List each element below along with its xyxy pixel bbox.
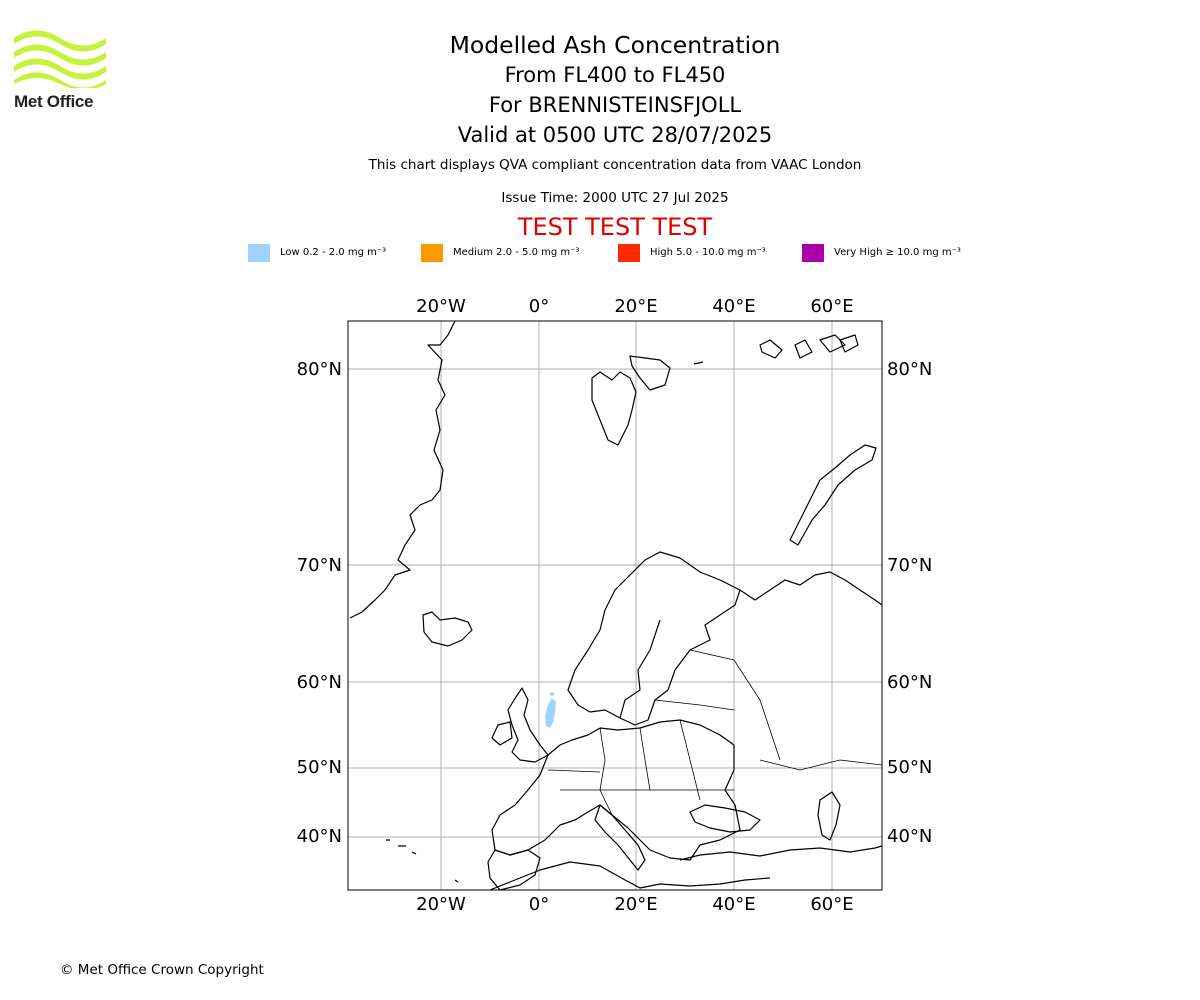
lon-tick-bottom-60e: 60°E	[810, 894, 854, 915]
copyright-notice: © Met Office Crown Copyright	[60, 962, 264, 978]
logo-text: Met Office	[14, 92, 94, 111]
lat-tick-right-40n: 40°N	[887, 826, 933, 847]
lon-tick-top-40e: 40°E	[712, 296, 756, 317]
lon-tick-top-60e: 60°E	[810, 296, 854, 317]
lat-tick-right-80n: 80°N	[887, 359, 933, 380]
legend-label-very-high: Very High ≥ 10.0 mg m⁻³	[834, 247, 961, 258]
valid-time: Valid at 0500 UTC 28/07/2025	[457, 123, 773, 147]
map-background	[348, 321, 882, 890]
chart-description: This chart displays QVA compliant concentration data from VAAC London	[368, 157, 862, 173]
chart-title: Modelled Ash Concentration	[449, 31, 781, 59]
lat-tick-right-50n: 50°N	[887, 757, 933, 778]
legend-label-high: High 5.0 - 10.0 mg m⁻³	[650, 247, 766, 258]
lat-tick-left-80n: 80°N	[296, 359, 342, 380]
lon-tick-bottom-40e: 40°E	[712, 894, 756, 915]
lon-tick-bottom-20w: 20°W	[416, 894, 466, 915]
flight-levels: From FL400 to FL450	[504, 63, 726, 87]
lat-tick-left-40n: 40°N	[296, 826, 342, 847]
volcano-name: For BRENNISTEINSFJOLL	[488, 93, 742, 117]
lat-tick-right-60n: 60°N	[887, 672, 933, 693]
legend-label-low: Low 0.2 - 2.0 mg m⁻³	[280, 247, 387, 258]
legend-label-medium: Medium 2.0 - 5.0 mg m⁻³	[453, 247, 580, 258]
lon-tick-bottom-20e: 20°E	[614, 894, 658, 915]
issue-time: Issue Time: 2000 UTC 27 Jul 2025	[501, 190, 729, 206]
test-banner: TEST TEST TEST	[517, 213, 713, 241]
lon-tick-top-20w: 20°W	[416, 296, 466, 317]
lon-tick-top-0: 0°	[528, 296, 550, 317]
lat-tick-left-50n: 50°N	[296, 757, 342, 778]
lat-tick-right-70n: 70°N	[887, 555, 933, 576]
lat-tick-left-60n: 60°N	[296, 672, 342, 693]
lon-tick-bottom-0: 0°	[528, 894, 550, 915]
lat-tick-left-70n: 70°N	[296, 555, 342, 576]
lon-tick-top-20e: 20°E	[614, 296, 658, 317]
